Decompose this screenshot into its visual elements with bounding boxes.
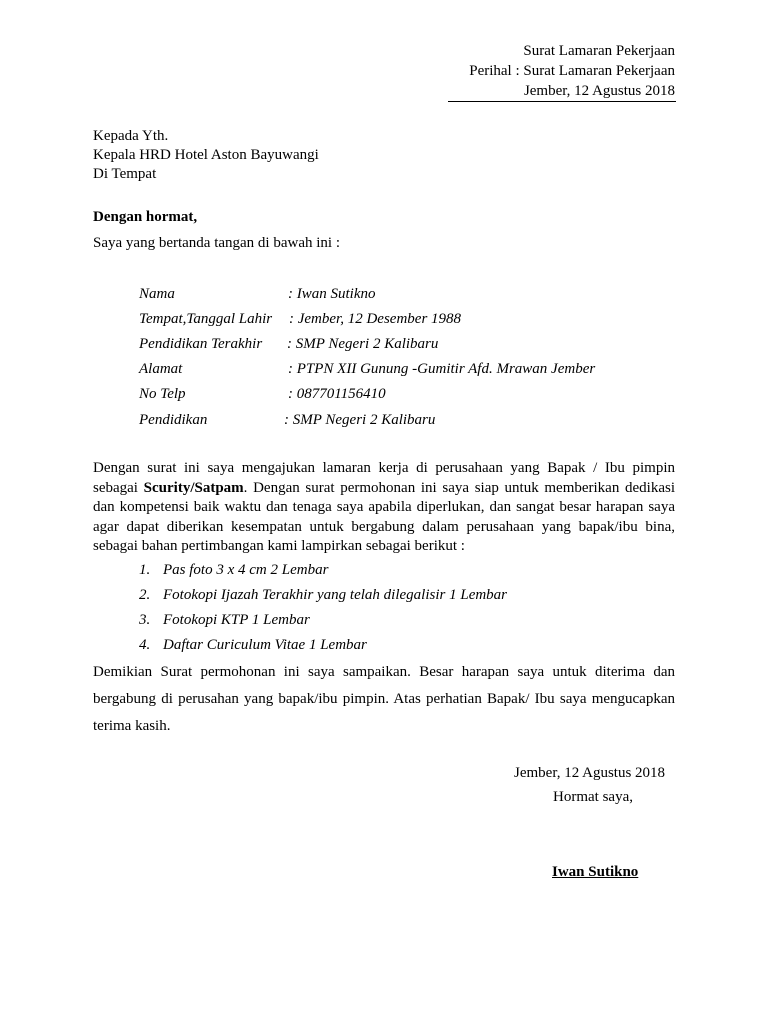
list-item: Daftar Curiculum Vitae 1 Lembar — [163, 637, 367, 653]
detail-label: Alamat — [139, 361, 183, 377]
detail-label: No Telp — [139, 386, 186, 402]
list-item: Fotokopi KTP 1 Lembar — [163, 612, 310, 628]
detail-value: : Jember, 12 Desember 1988 — [289, 311, 462, 327]
paragraph-line: sebagai Scurity/Satpam. Dengan surat permohonan ini saya siap untuk memberikan dedikasi — [93, 479, 676, 496]
header-line-subject: Perihal : Surat Lamaran Pekerjaan — [469, 63, 675, 79]
detail-value: : PTPN XII Gunung -Gumitir Afd. Mrawan Jember — [288, 361, 596, 377]
paragraph-line: terima kasih. — [93, 718, 171, 734]
header-line-date: Jember, 12 Agustus 2018 — [523, 83, 675, 99]
body-paragraph-1 — [93, 459, 675, 557]
closing-place-date: Jember, 12 Agustus 2018 — [514, 765, 666, 781]
paragraph-line: dan kompetensi baik waktu dan tenaga saya apabila diperlukan, dan sangat besar harapan saya — [93, 499, 675, 515]
paragraph-line: agar dapat diberikan kesempatan untuk bergabung dalam perusahaan yang bapak/ibu bina, — [93, 518, 675, 535]
list-number: 3. — [139, 612, 151, 628]
greeting: Dengan hormat, — [93, 209, 198, 225]
recipient-line-3: Di Tempat — [93, 166, 157, 182]
position-name: Scurity/Satpam — [143, 479, 244, 496]
paragraph-line: sebagai bahan pertimbangan kami lampirkan sebagai berikut : — [93, 538, 465, 554]
closing-salutation: Hormat saya, — [553, 789, 633, 805]
detail-value: : SMP Negeri 2 Kalibaru — [284, 412, 436, 428]
detail-value: : 087701156410 — [288, 386, 386, 402]
detail-value: : Iwan Sutikno — [288, 286, 376, 302]
list-number: 2. — [139, 587, 151, 603]
detail-label: Nama — [139, 286, 175, 302]
detail-label: Tempat,Tanggal Lahir — [139, 311, 273, 327]
header-divider — [448, 101, 676, 102]
list-item: Fotokopi Ijazah Terakhir yang telah dilegalisir 1 Lembar — [163, 587, 508, 603]
list-item: Pas foto 3 x 4 cm 2 Lembar — [163, 562, 329, 578]
detail-label: Pendidikan — [139, 412, 208, 428]
list-number: 4. — [139, 637, 151, 653]
paragraph-line: bergabung di perusahan yang bapak/ibu pimpin. Atas perhatian Bapak/ Ibu saya mengucapkan — [93, 691, 675, 707]
intro-text: Saya yang bertanda tangan di bawah ini : — [93, 235, 341, 251]
header-line-title: Surat Lamaran Pekerjaan — [523, 43, 675, 59]
detail-value: : SMP Negeri 2 Kalibaru — [287, 336, 439, 352]
body-paragraph-2 — [93, 659, 675, 740]
recipient-line-2: Kepala HRD Hotel Aston Bayuwangi — [93, 147, 319, 163]
recipient-line-1: Kepada Yth. — [93, 128, 169, 144]
paragraph-line: Demikian Surat permohonan ini saya sampaikan. Besar harapan saya untuk diterima dan — [93, 664, 675, 680]
list-number: 1. — [139, 562, 151, 578]
detail-label: Pendidikan Terakhir — [139, 336, 263, 352]
paragraph-line: Dengan surat ini saya mengajukan lamaran kerja di perusahaan yang Bapak / Ibu pimpin — [93, 460, 675, 476]
signature-name: Iwan Sutikno — [552, 864, 639, 880]
